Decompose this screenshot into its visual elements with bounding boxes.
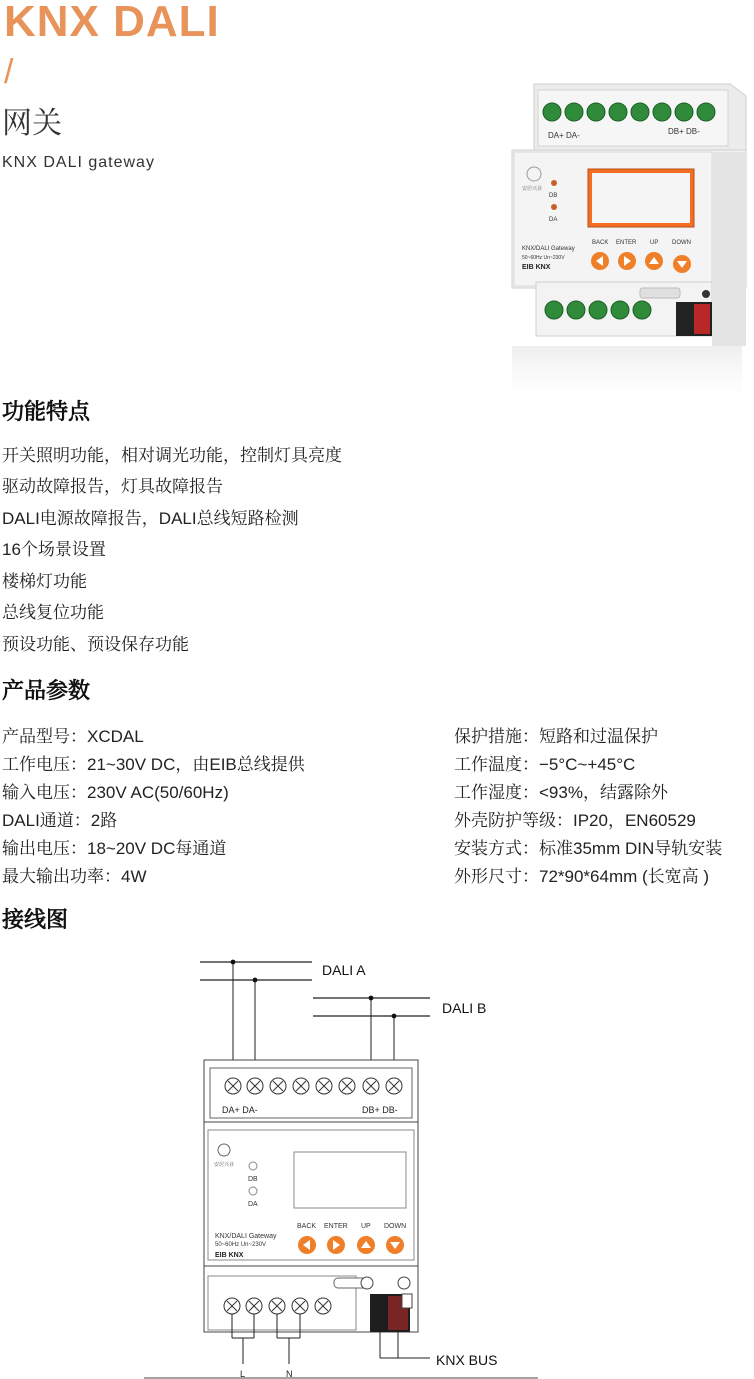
feature-item: 开关照明功能，相对调光功能，控制灯具亮度 (2, 446, 342, 465)
param-right-temperature: 工作温度：−5°C~+45°C (454, 755, 636, 774)
diagram-terminal-top-right: DB+ DB- (362, 1105, 398, 1115)
photo-model-line1: KNX/DALI Gateway (522, 246, 575, 252)
photo-led-da: DA (549, 217, 558, 223)
wiring-diagram (140, 950, 540, 1379)
diagram-btn-back-label: BACK (297, 1223, 317, 1230)
param-right-mount: 安装方式：标准35mm DIN导轨安装 (454, 839, 723, 858)
diagram-model-line1: KNX/DALI Gateway (215, 1233, 277, 1240)
diagram-led-db: DB (248, 1176, 258, 1183)
subtitle-english: KNX DALI gateway (2, 154, 155, 171)
title-slash: / (4, 53, 14, 91)
label-knx-bus: KNX BUS (436, 1352, 498, 1368)
photo-terminal-top-left: DA+ DA- (548, 131, 580, 140)
photo-btn-enter-label: ENTER (616, 240, 637, 246)
wiring-heading: 接线图 (2, 907, 69, 932)
params-heading: 产品参数 (2, 678, 91, 703)
param-right-size: 外形尺寸：72*90*64mm (长宽高 ) (454, 867, 710, 886)
param-left-power: 最大输出功率：4W (2, 867, 147, 886)
param-right-protection: 保护措施：短路和过温保护 (454, 727, 658, 746)
feature-item: 楼梯灯功能 (2, 572, 87, 591)
photo-btn-back-label: BACK (592, 240, 609, 246)
subtitle-chinese: 网关 (2, 107, 62, 140)
svg-text:安居兴业: 安居兴业 (522, 186, 543, 192)
param-right-humidity: 工作湿度：<93%，结露除外 (454, 783, 668, 802)
param-left-channel: DALI通道：2路 (2, 811, 118, 830)
label-dali-b: DALI B (442, 1000, 487, 1016)
feature-item: 16个场景设置 (2, 540, 106, 559)
diagram-btn-up-label: UP (361, 1223, 371, 1230)
label-dali-a: DALI A (322, 962, 366, 978)
bottom-terminal-screws (545, 301, 651, 319)
diagram-led-da: DA (248, 1201, 258, 1208)
label-n: N (286, 1369, 293, 1379)
diagram-terminal-top-left: DA+ DA- (222, 1105, 258, 1115)
param-left-model: 产品型号：XCDAL (2, 727, 144, 746)
page-title: KNX DALI (4, 0, 220, 46)
feature-item: 驱动故障报告，灯具故障报告 (2, 477, 223, 496)
param-right-ip: 外壳防护等级：IP20，EN60529 (454, 811, 696, 830)
diagram-btn-enter-label: ENTER (324, 1223, 348, 1230)
diagram-btn-down-label: DOWN (384, 1223, 407, 1230)
photo-terminal-top-right: DB+ DB- (668, 127, 700, 136)
photo-model-line2: 50~60Hz Un~230V (522, 255, 565, 261)
label-l: L (240, 1369, 246, 1379)
product-photo (500, 76, 754, 416)
photo-led-db: DB (549, 193, 558, 199)
feature-item: 预设功能、预设保存功能 (2, 635, 189, 654)
param-left-output: 输出电压：18~20V DC每通道 (2, 839, 227, 858)
param-left-input: 输入电压：230V AC(50/60Hz) (2, 783, 229, 802)
photo-btn-up-label: UP (650, 240, 659, 246)
feature-item: DALI电源故障报告，DALI总线短路检测 (2, 509, 299, 528)
photo-btn-down-label: DOWN (672, 240, 691, 246)
diagram-model-line2: 50~60Hz Un~230V (215, 1242, 267, 1248)
features-heading: 功能特点 (2, 399, 91, 424)
diagram-cert: EIB KNX (215, 1252, 244, 1259)
photo-cert: EIB KNX (522, 264, 551, 271)
param-left-voltage: 工作电压：21~30V DC，由EIB总线提供 (2, 755, 305, 774)
svg-text:安居兴业: 安居兴业 (214, 1162, 235, 1168)
feature-item: 总线复位功能 (2, 603, 104, 622)
